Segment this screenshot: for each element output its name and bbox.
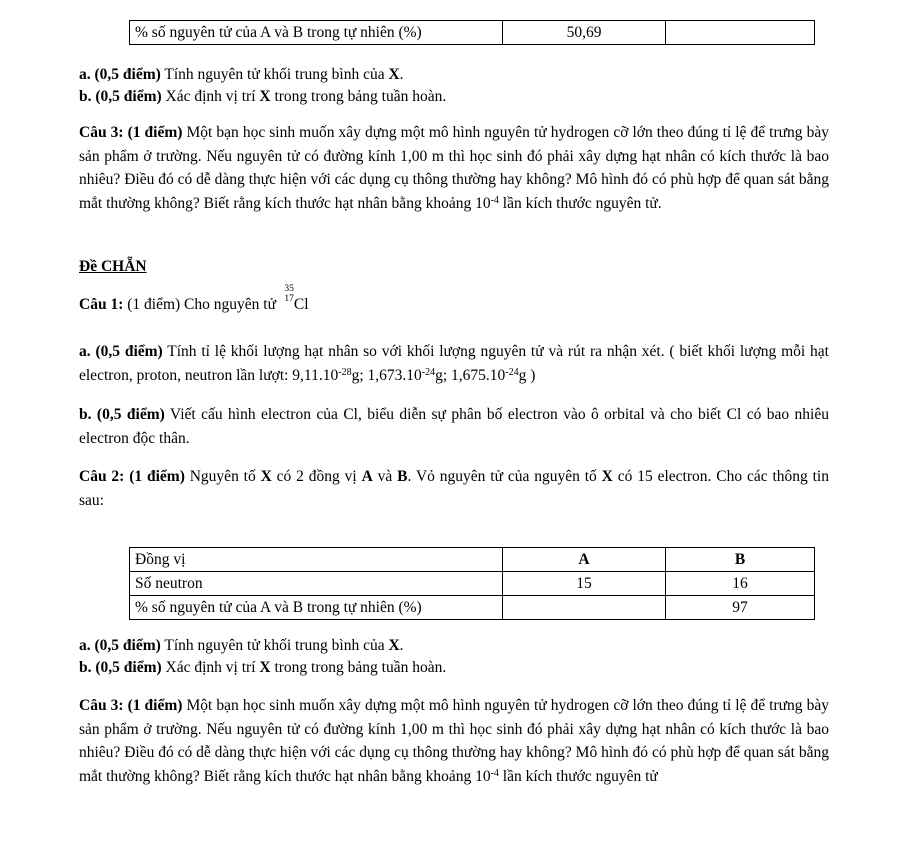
element-x: X: [259, 88, 271, 105]
table-header-cell: A: [503, 548, 666, 572]
element-x: X: [260, 468, 272, 485]
table-cell-label: Số neutron: [130, 572, 503, 596]
question-text: Tính tỉ lệ khối lượng hạt nhân so với khối lượng nguyên tử và rút ra nhận xét. ( biết khối lượng mỗi hạt electron, proton, neutron lần lượt: 9,11.10: [79, 343, 829, 384]
question-text: (1 điểm) Cho nguyên tử: [123, 296, 280, 313]
isotope-notation: [280, 284, 294, 309]
question-text: Xác định vị trí: [161, 88, 260, 105]
question-text: Xác định vị trí: [161, 659, 260, 676]
element-x: X: [388, 637, 400, 654]
question-text: trong trong bảng tuần hoàn.: [270, 659, 447, 676]
table-cell-a: [503, 596, 666, 620]
question-label: b. (0,5 điểm): [79, 88, 162, 105]
question-text: Nguyên tố: [184, 468, 261, 485]
question-label: a. (0,5 điểm): [79, 343, 163, 360]
question-text: lần kích thước nguyên tử.: [498, 194, 662, 212]
question-1b: [79, 403, 829, 450]
question-text: g; 1,675.10: [435, 366, 506, 384]
table-row: [130, 572, 815, 596]
exponent: -24: [505, 366, 519, 378]
table-cell-a: 15: [503, 572, 666, 596]
isotope-b: B: [397, 468, 408, 485]
question-label: Câu 1:: [79, 296, 124, 313]
question-2a: [79, 634, 829, 658]
table-cell-b: 97: [666, 596, 815, 620]
exponent: -4: [490, 194, 499, 206]
exponent: -4: [490, 767, 499, 779]
question-1a: [79, 340, 829, 387]
question-text: . Vỏ nguyên tử của nguyên tố: [407, 468, 602, 485]
question-text: và: [372, 468, 398, 485]
table-header-cell: Đồng vị: [130, 548, 503, 572]
question-text: .: [399, 637, 404, 654]
element-x: X: [259, 659, 271, 676]
question-label: b. (0,5 điểm): [79, 406, 165, 423]
isotope-table: [129, 547, 815, 620]
question-label: a. (0,5 điểm): [79, 66, 161, 83]
question-text: Tính nguyên tử khối trung bình của: [160, 66, 389, 83]
question-b-part1: [79, 85, 829, 109]
question-text: g; 1,673.10: [351, 366, 422, 384]
question-text: có 15 electron. Cho các thông tin sau:: [79, 468, 829, 509]
question-text: g ): [518, 366, 536, 384]
question-text: lần kích thước nguyên tử: [498, 767, 658, 785]
section-heading: [79, 255, 829, 279]
element-symbol: Cl: [293, 296, 309, 313]
question-2: [79, 465, 829, 512]
question-text: .: [399, 66, 404, 83]
question-text: có 2 đồng vị: [271, 468, 362, 485]
mass-number: 35: [284, 284, 294, 294]
question-label: b. (0,5 điểm): [79, 659, 162, 676]
table-row: [130, 21, 815, 45]
atomic-number: 17: [284, 294, 294, 304]
exponent: -28: [338, 366, 352, 378]
table-cell-b: 16: [666, 572, 815, 596]
isotope-table-top: [129, 20, 815, 45]
isotope-a: A: [361, 468, 373, 485]
exponent: -24: [421, 366, 436, 378]
question-label: Câu 2: (1 điểm): [79, 468, 185, 485]
question-text: Một bạn học sinh muốn xây dựng một mô hình nguyên tử hydrogen cỡ lớn theo đúng tỉ lệ để trưng bày sản phẩm ở trường. Nếu nguyên tử có đường kính 1,00 m thì học sinh đó phải xây dựng hạt nhân có kích thước là bao nhiêu? Điều đó có dễ dàng thực hiện với các dụng cụ thông thường hay không? Mô hình đó có phù hợp để quan sát bằng mắt thường không? Biết rằng kích thước hạt nhân bằng khoảng 10: [79, 124, 829, 212]
question-text: Một bạn học sinh muốn xây dựng một mô hình nguyên tử hydrogen cỡ lớn theo đúng tỉ lệ để trưng bày sản phẩm ở trường. Nếu nguyên tử có đường kính 1,00 m thì học sinh đó phải xây dựng hạt nhân có kích thước là bao nhiêu? Điều đó có dễ dàng thực hiện với các dụng cụ thông thường hay không? Mô hình đó có phù hợp để quan sát bằng mắt thường không? Biết rằng kích thước hạt nhân bằng khoảng 10: [79, 697, 829, 785]
element-x: X: [388, 66, 400, 83]
element-x: X: [601, 468, 613, 485]
table-cell-a: 50,69: [503, 21, 666, 45]
table-cell-label: % số nguyên tử của A và B trong tự nhiên (%): [130, 596, 503, 620]
table-row: [130, 596, 815, 620]
question-1: [79, 284, 829, 317]
question-label: a. (0,5 điểm): [79, 637, 161, 654]
question-text: trong trong bảng tuần hoàn.: [270, 88, 447, 105]
table-cell-b: [666, 21, 815, 45]
table-cell-label: % số nguyên tử của A và B trong tự nhiên (%): [130, 21, 503, 45]
question-a-part1: [79, 63, 829, 87]
question-label: Câu 3: (1 điểm): [79, 124, 183, 141]
question-3-part1: [79, 121, 829, 215]
table-header-row: [130, 548, 815, 572]
question-label: Câu 3: (1 điểm): [79, 697, 183, 714]
table-header-cell: B: [666, 548, 815, 572]
question-3: [79, 694, 829, 788]
section-heading-text: Đề CHẴN: [79, 258, 147, 275]
question-text: Tính nguyên tử khối trung bình của: [160, 637, 389, 654]
question-2b: [79, 656, 829, 680]
question-text: Viết cấu hình electron của Cl, biểu diễn sự phân bố electron vào ô orbital và cho biết Cl có bao nhiêu electron độc thân.: [79, 406, 829, 447]
